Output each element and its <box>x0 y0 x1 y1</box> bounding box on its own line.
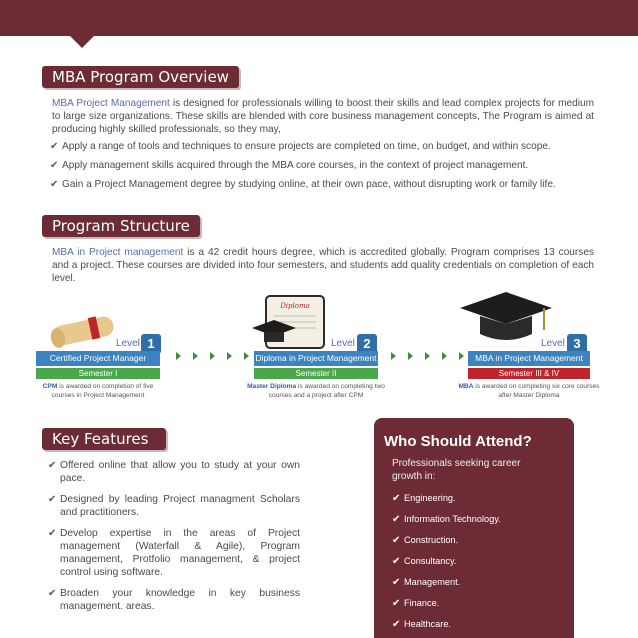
top-banner <box>0 0 638 36</box>
features-list <box>48 459 300 621</box>
scroll-icon <box>46 307 126 349</box>
structure-heading: Program Structure <box>42 215 200 237</box>
overview-intro <box>52 97 594 136</box>
check-icon: ✔ <box>392 535 401 546</box>
level-1-number: 1 <box>141 334 161 354</box>
list-item: ✔ Broaden your knowledge in key business management. areas. <box>48 588 300 612</box>
check-icon: ✔ <box>50 160 59 171</box>
level-3-note: MBA is awarded on completing six core courses after Master Diploma <box>458 383 600 399</box>
features-heading: Key Features <box>42 428 166 450</box>
check-icon: ✔ <box>50 141 59 152</box>
check-icon: ✔ <box>392 577 401 588</box>
level-2-title: Diploma in Project Management <box>254 351 378 366</box>
check-icon: ✔ <box>48 460 57 471</box>
arrow-icon <box>176 352 181 360</box>
arrow-icon <box>227 352 232 360</box>
check-icon: ✔ <box>392 619 401 630</box>
list-item: ✔ Management. <box>392 572 501 593</box>
level-3-semester: Semester III & IV <box>468 368 590 379</box>
level-2-number: 2 <box>357 334 377 354</box>
check-icon: ✔ <box>48 528 57 539</box>
list-item: ✔ Engineering. <box>392 488 501 509</box>
check-icon: ✔ <box>50 179 59 190</box>
diploma-caption: Diploma <box>280 302 310 310</box>
structure-intro-highlight: MBA in Project management <box>52 247 184 258</box>
list-item: ✔ Apply management skills acquired through the MBA core courses, in the context of project management. <box>50 156 610 175</box>
arrow-icon <box>442 352 447 360</box>
attend-intro: Professionals seeking career growth in: <box>392 458 521 482</box>
arrow-icon <box>193 352 198 360</box>
overview-intro-highlight: MBA Project Management <box>52 98 170 109</box>
level-3-label: Level <box>541 338 565 349</box>
overview-intro-text: is designed for professionals willing to boost their skills and lead complex projects for medium to large size organizations. These skills are blended with core business management concepts, The Program is aimed at producing highly skilled professionals, so they may, <box>52 98 594 135</box>
level-2-semester: Semester II <box>254 368 378 379</box>
attend-list <box>392 488 501 635</box>
arrow-icon <box>425 352 430 360</box>
check-icon: ✔ <box>392 514 401 525</box>
list-item: ✔ Information Technology. <box>392 509 501 530</box>
arrow-icon <box>210 352 215 360</box>
arrow-icon <box>408 352 413 360</box>
level-3-number: 3 <box>567 334 587 354</box>
attend-heading: Who Should Attend? <box>384 433 532 450</box>
overview-bullets <box>50 137 610 194</box>
list-item: ✔ Apply a range of tools and techniques to ensure projects are completed on time, on budget, and within scope. <box>50 137 610 156</box>
level-1-semester: Semester I <box>36 368 160 379</box>
diploma-icon <box>252 294 332 352</box>
level-1-label: Level <box>116 338 140 349</box>
arrow-icon <box>459 352 464 360</box>
list-item: ✔ Offered online that allow you to study at your own pace. <box>48 460 300 484</box>
level-1-note: CPM is awarded on completion of five courses in Project Management <box>42 383 154 399</box>
list-item: ✔ Healthcare. <box>392 614 501 635</box>
level-3-title: MBA in Project Management <box>468 351 590 366</box>
check-icon: ✔ <box>392 598 401 609</box>
level-2-label: Level <box>331 338 355 349</box>
list-item: ✔ Develop expertise in the areas of Project management (Waterfall & Agile), Program management, Protfolio management, & project control using software. <box>48 528 300 578</box>
list-item: ✔ Construction. <box>392 530 501 551</box>
arrow-icon <box>391 352 396 360</box>
list-item: ✔ Designed by leading Project managment Scholars and practitioners. <box>48 494 300 518</box>
list-item: ✔ Consultancy. <box>392 551 501 572</box>
level-1-title: Certified Project Manager <box>36 351 160 366</box>
banner-notch <box>68 34 96 48</box>
structure-intro-text: is a 42 credit hours degree, which is accredited globally. Program comprises 13 courses and a project. These courses are divided into four semesters, and students add quality credentials on completion of each level. <box>52 247 594 284</box>
check-icon: ✔ <box>392 556 401 567</box>
check-icon: ✔ <box>392 493 401 504</box>
check-icon: ✔ <box>48 494 57 505</box>
list-item: ✔ Finance. <box>392 593 501 614</box>
level-2-note: Master Diploma is awarded on completing two courses and a project after CPM <box>247 383 385 399</box>
overview-heading: MBA Program Overview <box>42 66 239 88</box>
check-icon: ✔ <box>48 588 57 599</box>
list-item: ✔ Gain a Project Management degree by studying online, at their own pace, without disrupting work or family life. <box>50 175 610 194</box>
structure-intro <box>52 246 594 285</box>
arrow-icon <box>244 352 249 360</box>
